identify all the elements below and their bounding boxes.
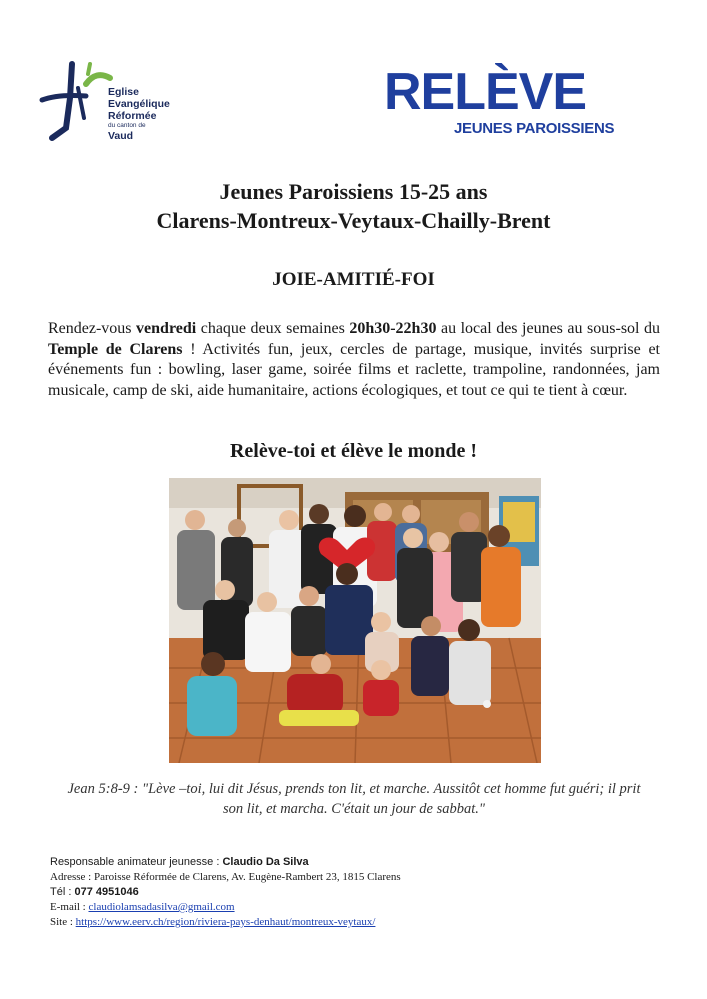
responsable-label: Responsable animateur jeunesse : bbox=[50, 856, 223, 868]
eerv-line3: Réformée bbox=[108, 110, 157, 122]
title-line1: Jeunes Paroissiens 15-25 ans bbox=[219, 179, 488, 204]
email-label: E-mail : bbox=[50, 901, 89, 913]
eerv-cross-icon bbox=[38, 58, 118, 148]
paragraph-text-1: Rendez-vous bbox=[48, 320, 137, 337]
site-label: Site : bbox=[50, 916, 76, 928]
title-line2: Clarens-Montreux-Veytaux-Chailly-Brent bbox=[156, 208, 551, 233]
eerv-line5: Vaud bbox=[108, 130, 134, 142]
responsable-name: Claudio Da Silva bbox=[222, 856, 309, 868]
group-photo-image bbox=[169, 478, 541, 763]
paragraph-text-3: au local des jeunes au sous-sol du bbox=[436, 320, 661, 337]
releve-logo-word: RELÈVE bbox=[384, 63, 587, 121]
site-row bbox=[50, 915, 650, 930]
paragraph-text-4: ! Activités fun, jeux, cercles de partage, musique, invités surprise et événements fun : bowling, laser game, soirée films et raclette, trampoline, randonnées, jam musicale, camp de ski, aide humanitaire, actions écologiques, et tout ce qui te tient à cœur. bbox=[48, 340, 660, 399]
releve-logo-subtitle: JEUNES PAROISSIENS bbox=[454, 120, 615, 137]
tel-value: 077 4951046 bbox=[74, 886, 139, 898]
email-link[interactable]: claudiolamsadasilva@gmail.com bbox=[88, 901, 235, 913]
responsable-row bbox=[50, 855, 650, 870]
motto: JOIE-AMITIÉ-FOI bbox=[272, 269, 435, 290]
description-paragraph bbox=[48, 319, 660, 401]
paragraph-bold-place: Temple de Clarens bbox=[48, 340, 183, 358]
paragraph-text-2: chaque deux semaines bbox=[196, 320, 350, 337]
eerv-line1: Eglise bbox=[108, 86, 139, 98]
email-row bbox=[50, 900, 650, 915]
site-link[interactable]: https://www.eerv.ch/region/riviera-pays-denhaut/montreux-veytaux/ bbox=[75, 916, 376, 928]
eerv-line4: du canton de bbox=[108, 122, 146, 129]
adresse-row: Adresse : Paroisse Réformée de Clarens, Av. Eugène-Rambert 23, 1815 Clarens bbox=[50, 871, 401, 883]
tel-label: Tél : bbox=[50, 886, 75, 898]
eerv-logo bbox=[38, 58, 178, 168]
contact-block bbox=[50, 855, 650, 930]
paragraph-bold-day: vendredi bbox=[136, 320, 197, 337]
slogan: Relève-toi et élève le monde ! bbox=[229, 440, 478, 462]
eerv-logo-text bbox=[108, 86, 170, 142]
group-photo bbox=[169, 478, 541, 763]
eerv-line2: Evangélique bbox=[108, 98, 170, 110]
releve-logo bbox=[384, 63, 624, 142]
bible-verse: Jean 5:8-9 : "Lève –toi, lui dit Jésus, prends ton lit, et marche. Aussitôt cet homme fut guéri; il prit son lit, et marcha. C'était un jour de sabbat." bbox=[67, 781, 641, 817]
paragraph-bold-time: 20h30-22h30 bbox=[349, 320, 437, 337]
tel-row bbox=[50, 885, 650, 900]
